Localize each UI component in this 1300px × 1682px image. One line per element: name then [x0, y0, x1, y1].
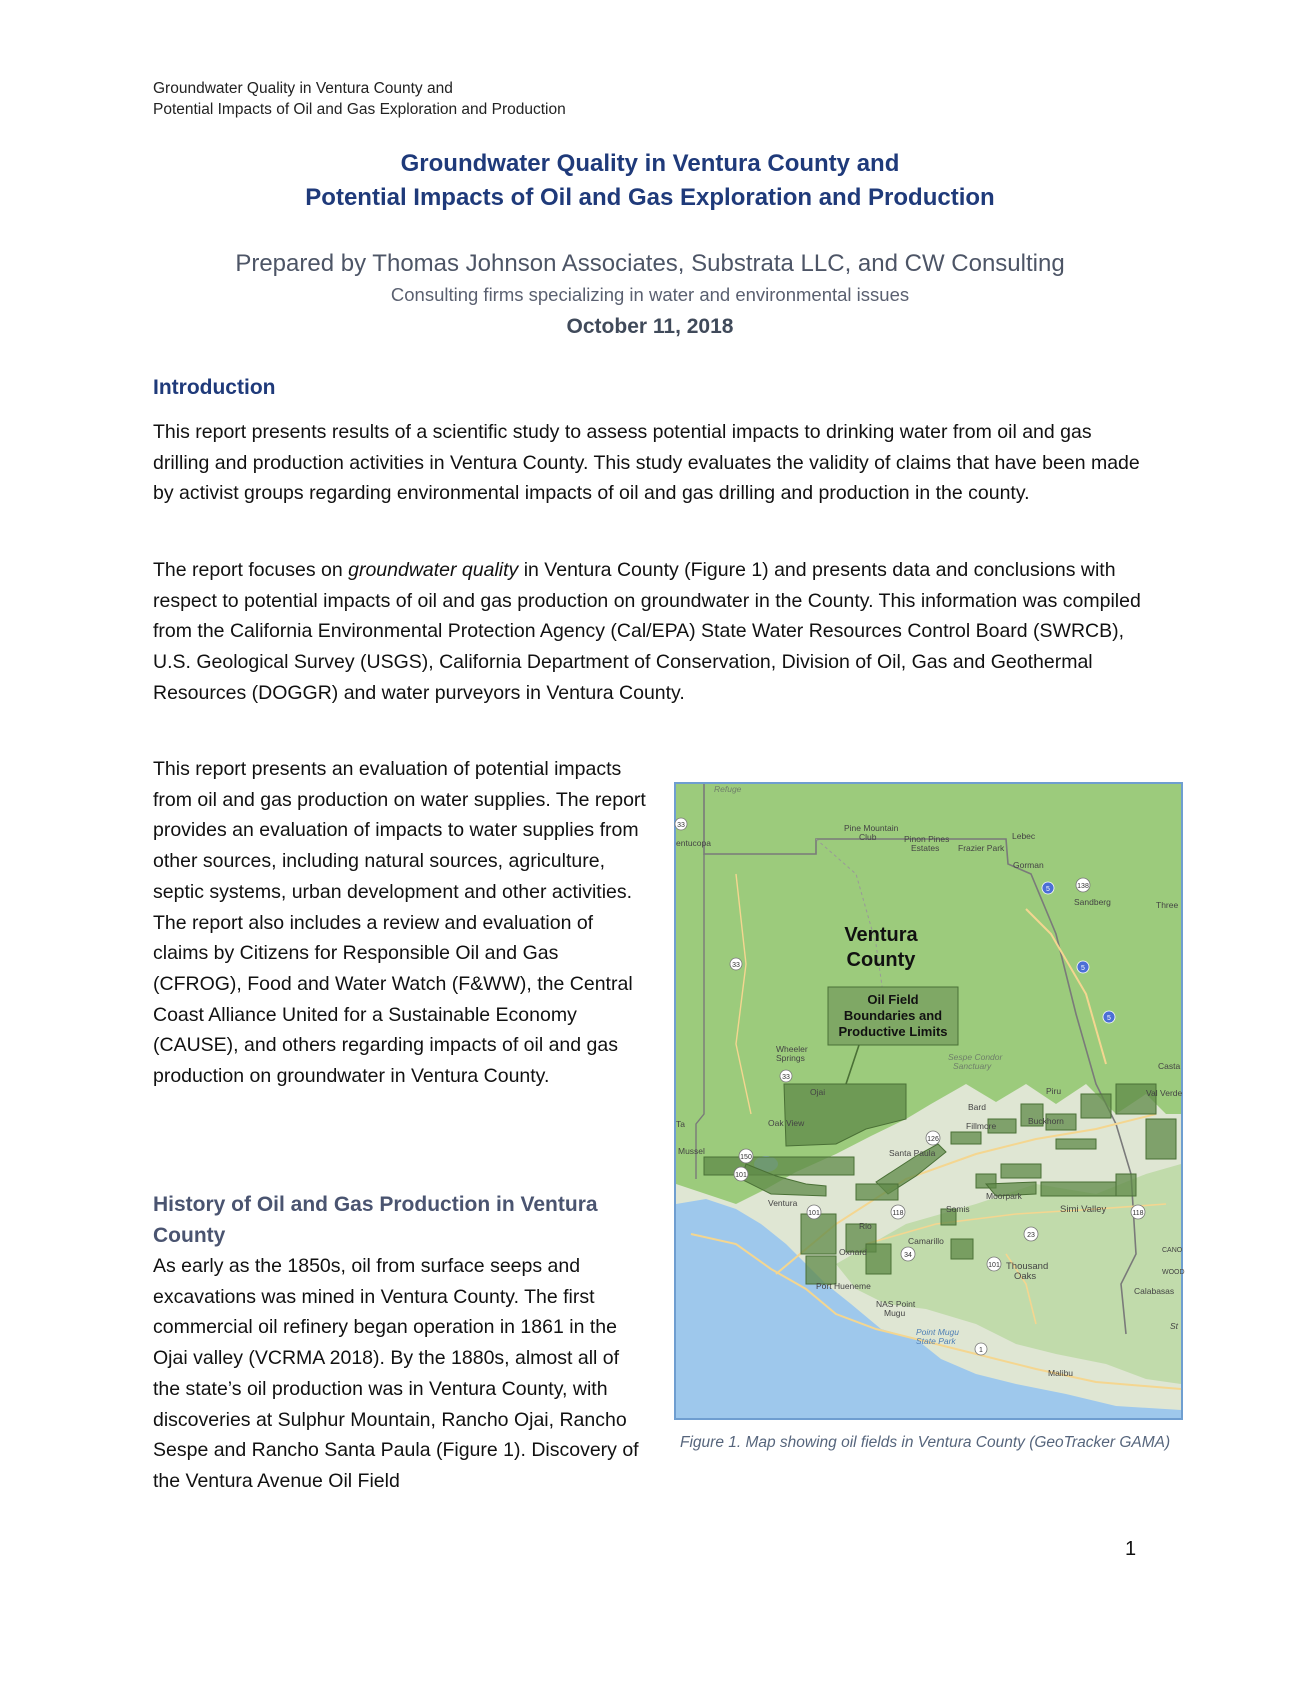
route-shield: [975, 1343, 987, 1355]
svg-text:118: 118: [892, 1210, 904, 1217]
oil-field-west-montalvo: [801, 1214, 836, 1254]
place-val-verde: Val Verde: [1146, 1088, 1183, 1098]
route-shield: [1077, 961, 1089, 973]
route-shield: [891, 1205, 905, 1219]
history-heading: History of Oil and Gas Production in Ventura County: [153, 1193, 598, 1247]
running-header-line-2: Potential Impacts of Oil and Gas Exploration and Production: [153, 101, 566, 118]
place-buckhorn: Buckhorn: [1028, 1116, 1064, 1126]
callout-line-2: Boundaries and: [843, 1008, 943, 1023]
place-nas-2: Mugu: [884, 1308, 906, 1318]
place-somis: Somis: [946, 1204, 970, 1214]
svg-text:138: 138: [1077, 883, 1089, 890]
place-pinon-pines-1: Pinon Pines: [904, 834, 950, 844]
route-shield: [1103, 1011, 1115, 1023]
figure-caption: Figure 1. Map showing oil fields in Ventura County (GeoTracker GAMA): [680, 1434, 1171, 1451]
place-lebec: Lebec: [1012, 831, 1036, 841]
place-camarillo: Camarillo: [908, 1236, 944, 1246]
place-mussel: Mussel: [678, 1146, 705, 1156]
county-label-line-1: Ventura: [844, 924, 918, 946]
place-piru: Piru: [1046, 1086, 1062, 1096]
svg-text:101: 101: [735, 1172, 747, 1179]
svg-text:33: 33: [677, 822, 685, 829]
route-shield: [1131, 1205, 1145, 1219]
route-shield: [739, 1149, 753, 1163]
report-date: October 11, 2018: [566, 315, 734, 338]
place-wheeler-2: Springs: [776, 1053, 805, 1063]
svg-text:118: 118: [1132, 1210, 1144, 1217]
running-header-line-1: Groundwater Quality in Ventura County and: [153, 80, 453, 97]
place-ventura: Ventura: [768, 1198, 798, 1208]
route-shield: [1042, 882, 1054, 894]
place-bardsdale: Bard: [968, 1102, 986, 1112]
history-paragraph-1: As early as the 1850s, oil from surface seeps and excavations was mined in Ventura County. The first commercial oil refinery began operation in 1861 in the Ojai valley (VCRMA 2018). By the 1880s, almost all of the state’s oil production was in Ventura County, with discoveries at Sulphur Mountain, Rancho Ojai, Rancho Sespe and Rancho Santa Paula (Figure 1). Discovery of the Ventura Avenue Oil Field: [153, 1255, 639, 1492]
svg-text:33: 33: [782, 1074, 790, 1081]
svg-text:23: 23: [1027, 1232, 1035, 1239]
callout-line-1: Oil Field: [867, 992, 919, 1007]
intro-p2-end: in Ventura County (Figure 1) and presents data and conclusions with respect to potential impacts of oil and gas production on groundwater in the County. This information was compiled from the California Environmental Protection Agency (Cal/EPA) State Water Resources Control Board (SWRCB), U.S. Geological Survey (USGS), California Department of Conservation, Division of Oil, Gas and Geothermal Resources (DOGGR) and water purveyors in Ventura County.: [153, 559, 1141, 704]
route-shield: [901, 1247, 915, 1261]
place-ntucopa: entucopa: [676, 838, 711, 848]
oil-field-simi: [1116, 1174, 1136, 1196]
figure-map: [674, 782, 1183, 1420]
place-castaic: Casta: [1158, 1061, 1181, 1071]
route-shield: [987, 1257, 1001, 1271]
place-malibu: Malibu: [1048, 1368, 1074, 1378]
place-refuge: Refuge: [714, 784, 742, 794]
callout-line-3: Productive Limits: [838, 1024, 948, 1039]
route-shield: [1024, 1227, 1038, 1241]
svg-text:101: 101: [988, 1262, 1000, 1269]
document-title-line-1: Groundwater Quality in Ventura County and: [400, 150, 900, 177]
place-pine-mountain-2: Club: [859, 832, 877, 842]
place-st: St: [1170, 1321, 1179, 1331]
intro-paragraph-3: This report presents an evaluation of potential impacts from oil and gas production on water supplies. The report provides an evaluation of impacts to water supplies from other sources, including natural sources, agriculture, septic systems, urban development and other activities. The report also includes a review and evaluation of claims by Citizens for Responsible Oil and Gas (CFROG), Food and Water Watch (F&WW), the Central Coast Alliance United for a Sustainable Economy (CAUSE), and others regarding impacts of oil and gas production on groundwater in Ventura County.: [153, 758, 646, 1088]
firms-description: Consulting firms specializing in water and environmental issues: [390, 284, 910, 305]
map-svg: [676, 784, 1185, 1418]
oil-field-south-mountain: [1001, 1164, 1041, 1178]
place-gorman: Gorman: [1013, 860, 1044, 870]
intro-p2-emphasis: groundwater quality: [348, 559, 519, 581]
route-shield: [730, 958, 742, 970]
place-moorpark: Moorpark: [986, 1191, 1022, 1201]
place-oxnard: Oxnard: [839, 1247, 867, 1257]
introduction-heading: Introduction: [153, 376, 276, 399]
county-label-line-2: County: [846, 949, 916, 971]
oil-field-camarillo: [951, 1239, 973, 1259]
oil-field-piru-1: [1081, 1094, 1111, 1118]
oil-field-hueneme: [806, 1256, 836, 1284]
svg-text:1: 1: [979, 1347, 983, 1354]
place-sespe-2: Sanctuary: [953, 1061, 992, 1071]
place-fillmore: Fillmore: [966, 1121, 997, 1131]
place-calabasas: Calabasas: [1134, 1286, 1175, 1296]
svg-text:5: 5: [1046, 886, 1050, 893]
place-canoga: CANO: [1162, 1247, 1183, 1254]
intro-paragraph-1: This report presents results of a scientific study to assess potential impacts to drinking water from oil and gas drilling and production activities in Ventura County. This study evaluates the validity of claims that have been made by activist groups regarding environmental impacts of oil and gas drilling and production in the county.: [153, 421, 1140, 505]
place-port-hueneme: Port Hueneme: [816, 1281, 871, 1291]
svg-text:34: 34: [904, 1252, 912, 1259]
place-thousand-oaks-1: Thousand: [1006, 1261, 1049, 1272]
running-header: [153, 78, 566, 120]
place-pine-mountain-1: Pine Mountain: [844, 823, 899, 833]
place-three: Three: [1156, 900, 1179, 910]
place-sespe-1: Sespe Condor: [948, 1052, 1003, 1062]
oil-field-ventura-avenue: [704, 1157, 854, 1175]
route-shield: [675, 818, 687, 830]
place-rio: Rio: [859, 1221, 872, 1231]
place-sandberg: Sandberg: [1074, 897, 1111, 907]
place-simi-valley: Simi Valley: [1060, 1204, 1107, 1215]
place-woodland: WOOD: [1162, 1269, 1185, 1276]
svg-text:5: 5: [1107, 1015, 1111, 1022]
oil-field-fillmore-1: [951, 1132, 981, 1144]
place-pinon-pines-2: Estates: [911, 843, 940, 853]
oil-field-moorpark-2: [1041, 1182, 1116, 1196]
route-shield: [926, 1131, 940, 1145]
route-shield: [734, 1167, 748, 1181]
intro-paragraph-2: [153, 555, 1143, 709]
svg-text:126: 126: [927, 1136, 939, 1143]
oil-field-val-verde: [1146, 1119, 1176, 1159]
svg-text:5: 5: [1081, 965, 1085, 972]
page-number: 1: [1125, 1538, 1137, 1560]
oil-field-oxnard-2: [866, 1244, 891, 1274]
place-point-mugu-1: Point Mugu: [916, 1327, 959, 1337]
place-ojai: Ojai: [810, 1087, 826, 1097]
place-ta: Ta: [676, 1119, 685, 1129]
place-santa-paula: Santa Paula: [889, 1148, 936, 1158]
place-frazier-park: Frazier Park: [958, 843, 1005, 853]
svg-text:150: 150: [740, 1154, 752, 1161]
prepared-by: Prepared by Thomas Johnson Associates, Substrata LLC, and CW Consulting: [235, 250, 1065, 277]
place-nas-1: NAS Point: [876, 1299, 916, 1309]
place-point-mugu-2: State Park: [916, 1336, 956, 1346]
place-oak-view: Oak View: [768, 1118, 805, 1128]
place-wheeler-1: Wheeler: [776, 1044, 808, 1054]
document-title-line-2: Potential Impacts of Oil and Gas Exploration and Production: [305, 184, 995, 211]
oil-field-saticoy: [856, 1184, 898, 1200]
route-shield: [807, 1205, 821, 1219]
route-shield: [1076, 878, 1090, 892]
place-thousand-oaks-2: Oaks: [1014, 1271, 1037, 1282]
svg-text:33: 33: [732, 962, 740, 969]
intro-p2-start: The report focuses on: [153, 559, 349, 581]
svg-text:101: 101: [808, 1210, 820, 1217]
route-shield: [780, 1070, 792, 1082]
oil-field-piru-2: [1056, 1139, 1096, 1149]
